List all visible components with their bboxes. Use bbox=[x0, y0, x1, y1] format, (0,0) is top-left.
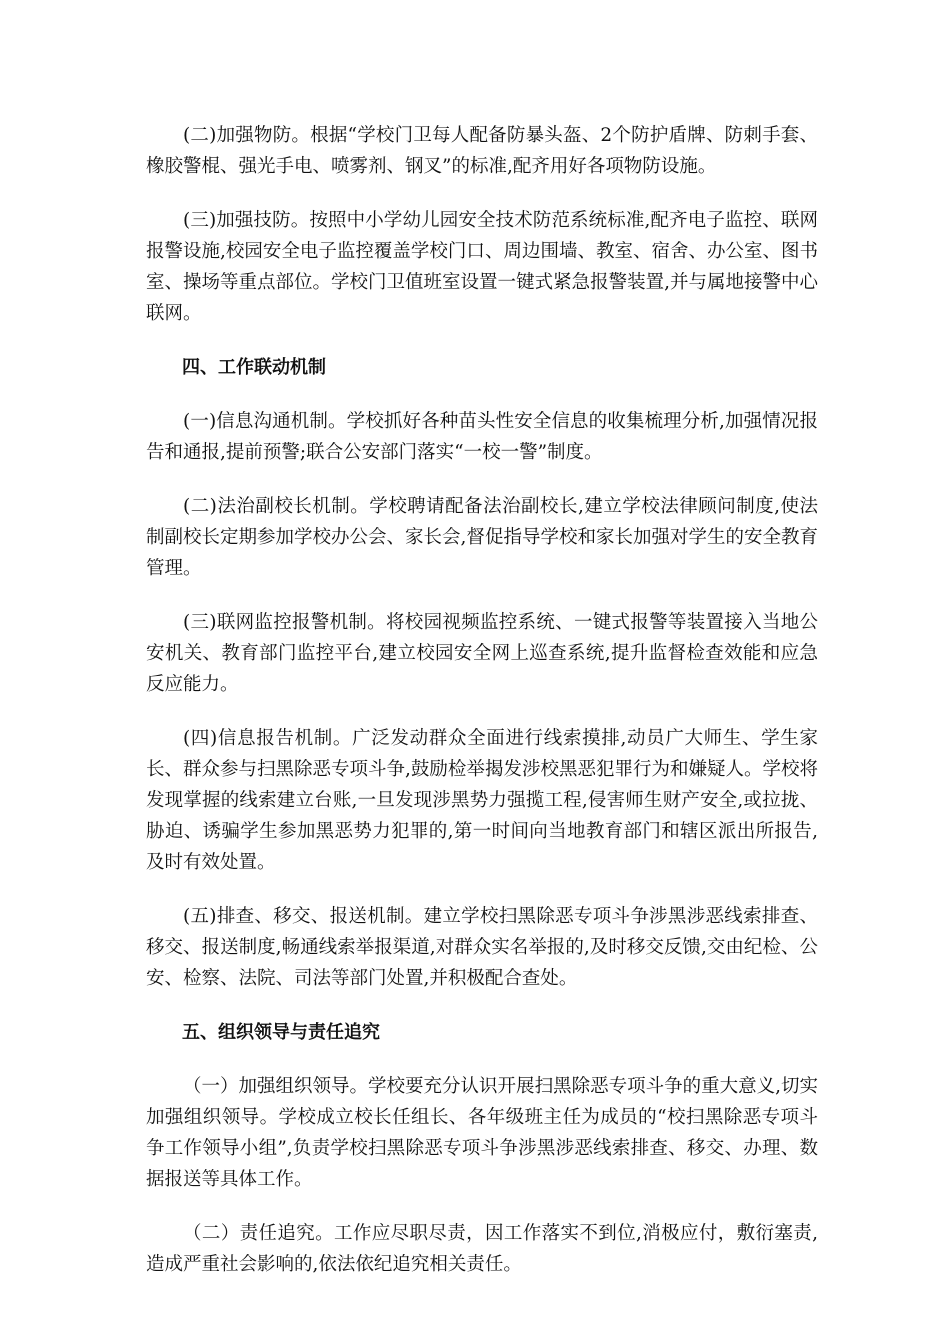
document-page bbox=[146, 120, 818, 1303]
paragraph-organization-leadership: （一）加强组织领导。学校要充分认识开展扫黑除恶专项斗争的重大意义,切实加强组织领导。学校成立校长任组长、各年级班主任为成员的“校扫黑除恶专项斗争工作领导小组”,负责学校扫黑除恶专项斗争涉黑涉恶线索排查、移交、办理、数据报送等具体工作。 bbox=[146, 1076, 818, 1190]
paragraph-investigation-transfer: (五)排查、移交、报送机制。建立学校扫黑除恶专项斗争涉黑涉恶线索排查、移交、报送制度,畅通线索举报渠道,对群众实名举报的,及时移交反馈,交由纪检、公安、检察、法院、司法等部门处置,并积极配合查处。 bbox=[146, 906, 818, 989]
paragraph-technical-defense: (三)加强技防。按照中小学幼儿园安全技术防范系统标准,配齐电子监控、联网报警设施,校园安全电子监控覆盖学校门口、周边围墙、教室、宿舍、办公室、图书室、操场等重点部位。学校门卫值班室设置一键式紧急报警装置,并与属地接警中心联网。 bbox=[146, 210, 818, 324]
paragraph-info-reporting: (四)信息报告机制。广泛发动群众全面进行线索摸排,动员广大师生、学生家长、群众参与扫黑除恶专项斗争,鼓励检举揭发涉校黑恶犯罪行为和嫌疑人。学校将发现掌握的线索建立台账,一旦发现涉黑势力强揽工程,侵害师生财产安全,或拉拢、胁迫、诱骗学生参加黑恶势力犯罪的,第一时间向当地教育部门和辖区派出所报告,及时有效处置。 bbox=[146, 728, 818, 873]
paragraph-legal-vice-principal: (二)法治副校长机制。学校聘请配备法治副校长,建立学校法律顾问制度,使法制副校长定期参加学校办公会、家长会,督促指导学校和家长加强对学生的安全教育管理。 bbox=[146, 496, 818, 579]
section-heading-leadership: 五、组织领导与责任追究 bbox=[182, 1022, 380, 1043]
paragraph-network-monitoring: (三)联网监控报警机制。将校园视频监控系统、一键式报警等装置接入当地公安机关、教育部门监控平台,建立校园安全网上巡查系统,提升监督检查效能和应急反应能力。 bbox=[146, 612, 818, 695]
paragraph-accountability: （二）责任追究。工作应尽职尽责，因工作落实不到位,消极应付，敷衍塞责,造成严重社会影响的,依法依纪追究相关责任。 bbox=[146, 1223, 818, 1275]
paragraph-physical-defense: (二)加强物防。根据“学校门卫每人配备防暴头盔、2个防护盾牌、防刺手套、橡胶警棍、强光手电、喷雾剂、钢叉”的标准,配齐用好各项物防设施。 bbox=[146, 125, 818, 177]
section-heading-linkage: 四、工作联动机制 bbox=[182, 357, 326, 378]
paragraph-info-communication: (一)信息沟通机制。学校抓好各种苗头性安全信息的收集梳理分析,加强情况报告和通报,提前预警;联合公安部门落实“一校一警”制度。 bbox=[146, 411, 818, 463]
